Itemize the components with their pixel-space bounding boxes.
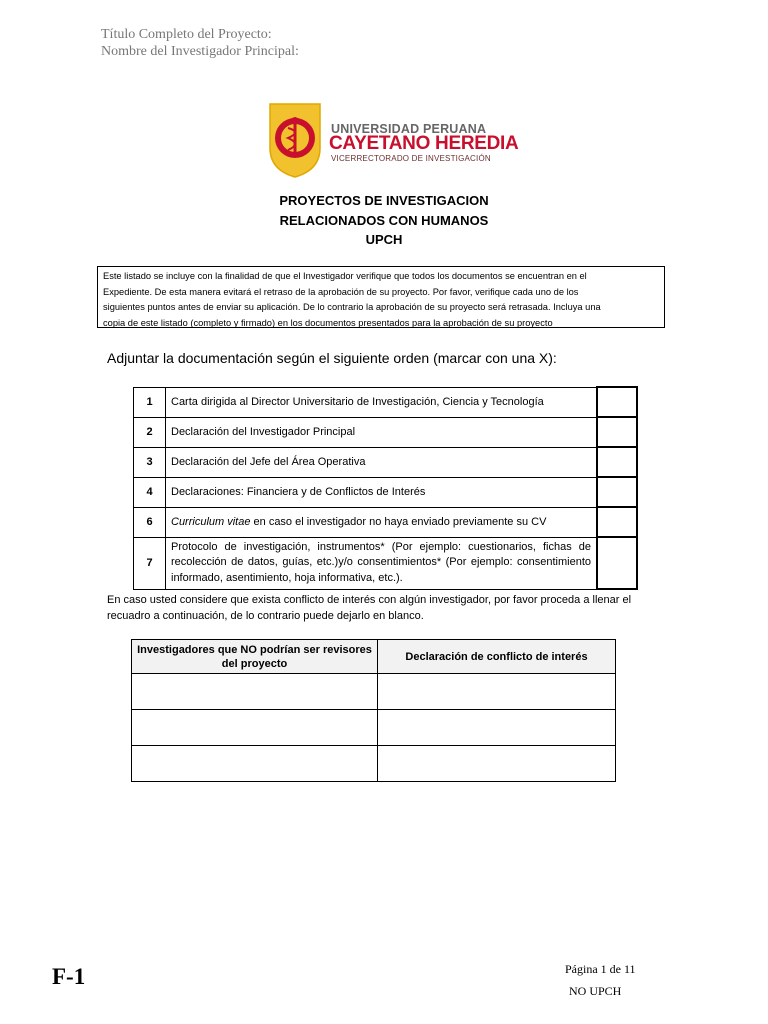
notice-box: [97, 266, 665, 328]
document-title-line-3: UPCH: [365, 232, 403, 247]
notice-line: Este listado se incluye con la finalidad de que el Investigador verifique que todos los documentos se encuentran en el: [103, 271, 587, 281]
item-description: Declaraciones: Financiera y de Conflictos de Interés: [166, 477, 598, 507]
item-description: Protocolo de investigación, instrumentos* (Por ejemplo: cuestionarios, fichas de recolección de datos, guías, etc.)y/o consentimientos* (Por ejemplo: consentimiento informado, asentimiento, hoja informativa, etc.).: [166, 537, 598, 589]
checkbox-cell[interactable]: [597, 387, 637, 417]
conflict-line: recuadro a continuación, de lo contrario puede dejarlo en blanco.: [107, 610, 424, 622]
item-number: 2: [134, 417, 166, 447]
item-number: 1: [134, 387, 166, 417]
investigator-cell[interactable]: [132, 710, 378, 746]
item-number: 4: [134, 477, 166, 507]
project-title-label: Título Completo del Proyecto:: [101, 27, 272, 42]
footer-note: NO UPCH: [569, 984, 622, 998]
investigator-label: Nombre del Investigador Principal:: [101, 44, 299, 59]
checkbox-cell[interactable]: [597, 537, 637, 589]
italic-term: Curriculum vitae: [171, 516, 251, 528]
logo-line-3: VICERRECTORADO DE INVESTIGACIÓN: [331, 154, 491, 163]
col-header-investigators: Investigadores que NO podrían ser revisores del proyecto: [132, 640, 378, 674]
conflict-row: [132, 746, 616, 782]
conflict-table: [131, 639, 616, 782]
notice-line: siguientes puntos antes de enviar su aplicación. De lo contrario la aprobación de su proyecto será retrasada. Incluya una: [103, 302, 601, 312]
item-number: 7: [134, 537, 166, 589]
col-header-declaration: Declaración de conflicto de interés: [378, 640, 616, 674]
checklist-row: [134, 447, 638, 477]
checklist-row: [134, 537, 638, 589]
checkbox-cell[interactable]: [597, 477, 637, 507]
item-description-rest: en caso el investigador no haya enviado previamente su CV: [250, 516, 547, 528]
logo-shield-icon: [270, 104, 320, 177]
checklist-row: [134, 507, 638, 537]
checkbox-cell[interactable]: [597, 447, 637, 477]
notice-line: copia de este listado (completo y firmado) en los documentos presentados para la aprobación de su proyecto: [103, 317, 553, 328]
item-description: [166, 507, 598, 537]
conflict-row: [132, 710, 616, 746]
conflict-row: [132, 674, 616, 710]
declaration-cell[interactable]: [378, 710, 616, 746]
checkbox-cell[interactable]: [597, 507, 637, 537]
checklist-table: [133, 386, 638, 590]
investigator-cell[interactable]: [132, 674, 378, 710]
checklist-row: [134, 477, 638, 507]
conflict-instructions: [107, 592, 667, 624]
item-number: 3: [134, 447, 166, 477]
checklist-row: [134, 387, 638, 417]
checklist-row: [134, 417, 638, 447]
item-number: 6: [134, 507, 166, 537]
instruction-text: Adjuntar la documentación según el siguiente orden (marcar con una X):: [107, 350, 557, 366]
item-description: Carta dirigida al Director Universitario de Investigación, Ciencia y Tecnología: [166, 387, 598, 417]
document-title-line-2: RELACIONADOS CON HUMANOS: [279, 213, 489, 228]
document-title-line-1: PROYECTOS DE INVESTIGACION: [279, 193, 489, 208]
notice-line: Expediente. De esta manera evitará el retraso de la aprobación de su proyecto. Por favor, verifique cada uno de los: [103, 286, 579, 297]
conflict-line: En caso usted considere que exista conflicto de interés con algún investigador, por favor proceda a llenar el: [107, 594, 632, 606]
item-description: Declaración del Jefe del Área Operativa: [166, 447, 598, 477]
page-number: Página 1 de 11: [565, 962, 636, 976]
logo-line-2: CAYETANO HEREDIA: [329, 133, 519, 154]
checkbox-cell[interactable]: [597, 417, 637, 447]
declaration-cell[interactable]: [378, 674, 616, 710]
investigator-cell[interactable]: [132, 746, 378, 782]
form-id: F-1: [52, 964, 86, 989]
conflict-header-row: [132, 640, 616, 674]
logo-line-1: UNIVERSIDAD PERUANA: [331, 122, 487, 136]
item-description: Declaración del Investigador Principal: [166, 417, 598, 447]
declaration-cell[interactable]: [378, 746, 616, 782]
